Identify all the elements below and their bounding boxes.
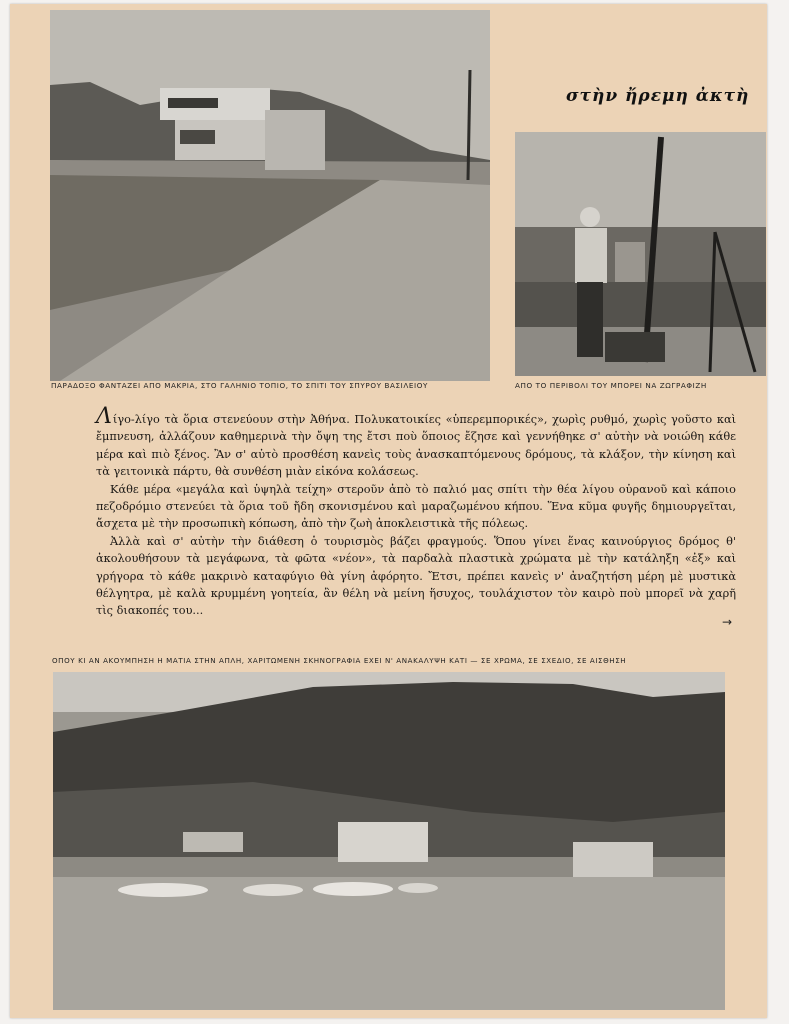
article-title: στὴν ἤρεμη ἀκτὴ	[566, 86, 750, 106]
house-image	[50, 10, 490, 381]
harbor-photo-caption: ΟΠΟΥ ΚΙ ΑΝ ΑΚΟΥΜΠΗΣΗ Η ΜΑΤΙΑ ΣΤΗΝ ΑΠΛΗ, ΧΑΡΙΤΩΜΕΝΗ ΣΚΗΝΟΓΡΑΦΙΑ ΕΧΕΙ Ν' ΑΝΑΚΑΛΥΨΗ ΚΑΤΙ — ΣΕ ΧΡΩΜΑ, ΣΕ ΣΧΕΔΙΟ, ΣΕ ΑΙΣΘΗΣΗ	[52, 656, 627, 665]
article-paragraph-3: Ἀλλὰ καὶ σ' αὐτὴν τὴν διάθεση ὁ τουρισμὸς βάζει φραγμούς. Ὅπου γίνει ἕνας καινούργιος δρόμος θ' ἀκολουθήσουν τὰ μεγάφωνα, τὰ φῶτα «νέον», τὰ παρδαλὰ πλαστικὰ χρώματα μὲ τὴν κατάληξη «ἐξ» καὶ γρήγορα τὸ κάθε μακρινὸ καταφύγιο θὰ γίνη ἀφόρητο. Ἔτσι, πρέπει κανεὶς ν' ἀναζητήση μέρη μὲ μυστικὰ θέλγητρα, μὲ καλὰ κρυμμένη γοητεία, ἂν θέλη νὰ μείνη ἥσυχος, τουλάχιστον τὸν καιρὸ ποὺ μπορεῖ νὰ χαρῆ τὶς διακοπές του...	[96, 534, 736, 618]
harbor-photo	[53, 672, 725, 1010]
continue-arrow-icon: →	[722, 615, 733, 629]
article-paragraph-2: Κάθε μέρα «μεγάλα καὶ ὑψηλὰ τείχη» στεροῦν ἀπὸ τὸ παλιό μας σπίτι τὴν θέα λίγου οὐρανοῦ καὶ κάποιο πεζοδρόμιο στενεύει τὰ ὅρια τοῦ ἤδη σκονισμένου καὶ μαραζωμένου κήπου. Ἕνα κῦμα φυγῆς δημιουργεῖται, ἄσχετα μὲ τὴν προσωπικὴ κόπωση, ἀπὸ τὴν ζωὴ ἀποκλειστικὰ τῆς πόλεως.	[96, 482, 736, 531]
magazine-page	[10, 4, 767, 1018]
house-photo	[50, 10, 490, 381]
article-body	[96, 404, 736, 620]
painter-photo	[515, 132, 766, 376]
harbor-image	[53, 672, 725, 1010]
article-paragraph-1: Λίγο-λίγο τὰ ὅρια στενεύουν στὴν Ἀθήνα. Πολυκατοικίες «ὑπερεμπορικές», χωρὶς ρυθμό, χωρὶς γοῦστο καὶ ἔμπνευση, ἀλλάζουν καθημερινὰ τὴν ὄψη της ἔτσι ποὺ ὅποιος ἔζησε καὶ γεννήθηκε σ' αὐτὴν νὰ νοιώθη κάθε μέρα καὶ πιὸ ξένος. Ἂν σ' αὐτὸ προσθέση κανεὶς τοὺς ἀνασκαπτόμενους δρόμους, τὰ κλάξον, τὴν κίνηση καὶ τὰ γειτονικὰ πάρτυ, θὰ συνθέση μιὰν εἰκόνα κολάσεως.	[96, 404, 736, 479]
drop-cap: Λ	[96, 404, 112, 429]
painter-image	[515, 132, 766, 376]
painter-photo-caption: ΑΠΟ ΤΟ ΠΕΡΙΒΟΛΙ ΤΟΥ ΜΠΟΡΕΙ ΝΑ ΖΩΓΡΑΦΙΖΗ	[515, 381, 707, 390]
house-photo-caption: ΠΑΡΑΔΟΞΟ ΦΑΝΤΑΖΕΙ ΑΠΟ ΜΑΚΡΙΑ, ΣΤΟ ΓΑΛΗΝΙΟ ΤΟΠΙΟ, ΤΟ ΣΠΙΤΙ ΤΟΥ ΣΠΥΡΟΥ ΒΑΣΙΛΕΙΟΥ	[51, 381, 428, 390]
